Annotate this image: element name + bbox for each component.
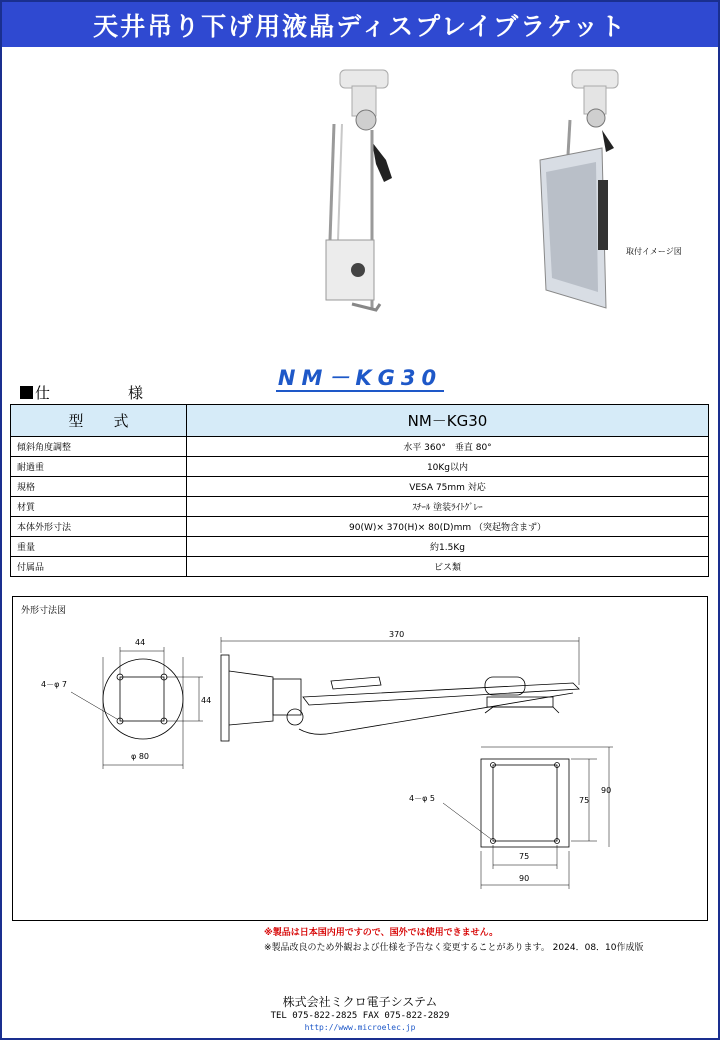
title-banner [2,2,718,47]
company-url-link[interactable]: http://www.microelec.jp [304,1023,416,1032]
square-bullet-icon [20,386,33,399]
drawing-svg [13,597,707,920]
photo-caption: 取付イメージ図 [626,247,682,256]
spec-label: 材質 [11,497,187,517]
spec-value: VESA 75mm 対応 [187,477,709,497]
change-note: ※製品改良のため外観および仕様を予告なく変更することがあります。 2024．08．10作成版 [264,943,644,953]
spec-header-label: 型式 [11,405,187,437]
spec-value: 10Kg以内 [187,457,709,477]
company-name: 株式会社ミクロ電子システム [282,995,438,1009]
dim-75-side: 75 [579,796,590,805]
spec-label: 本体外形寸法 [11,517,187,537]
spec-value: ビス類 [187,557,709,577]
dimension-drawing [12,596,708,921]
notes [264,926,644,956]
table-row [11,457,709,477]
warning-note: ※製品は日本国内用ですので、国外では使用できません。 [264,928,499,938]
dim-44-top: 44 [135,638,146,647]
table-row [11,497,709,517]
spec-header-value: NM－KG30 [187,405,709,437]
spec-label: 規格 [11,477,187,497]
spec-heading-1: 仕 [35,384,51,402]
spec-label: 傾斜角度調整 [11,437,187,457]
dim-hole-4phi5: 4－φ 5 [409,794,435,803]
spec-header-row [11,405,709,437]
dim-75-bottom: 75 [519,852,530,861]
spec-value: ｽﾁｰﾙ 塗装ﾗｲﾄｸﾞﾚｰ [187,497,709,517]
spec-value: 約1.5Kg [187,537,709,557]
spec-value: 水平 360° 垂直 80° [187,437,709,457]
bracket-with-monitor-photo [540,70,618,308]
spec-label: 重量 [11,537,187,557]
table-row [11,517,709,537]
dim-44-side: 44 [201,696,212,705]
model-name-text: NM－KG30 [277,366,443,390]
table-row [11,477,709,497]
spec-label: 耐過重 [11,457,187,477]
company-info [0,994,720,1034]
spec-heading [20,382,143,403]
product-photos [0,60,720,320]
bracket-photo [326,70,392,310]
dim-phi80: φ 80 [131,752,149,761]
arm-side-view [221,637,579,741]
spec-value: 90(W)× 370(H)× 80(D)mm （突起物含まず） [187,517,709,537]
dim-370: 370 [389,630,405,639]
drawing-title: 外形寸法図 [21,606,67,616]
spec-table [10,404,709,577]
spec-heading-2: 様 [128,384,144,402]
vesa-plate-view [443,747,613,889]
dim-90-bottom: 90 [519,874,530,883]
spec-label: 付属品 [11,557,187,577]
table-row [11,537,709,557]
ceiling-plate-view [71,647,203,769]
table-row [11,437,709,457]
page-title: 天井吊り下げ用液晶ディスプレイブラケット [93,11,627,41]
product-photo-svg [0,60,720,320]
dim-hole-4phi7: 4－φ 7 [41,680,67,689]
company-tel: TEL 075-822-2825 FAX 075-822-2829 [270,1011,450,1021]
dim-90-side: 90 [601,786,612,795]
table-row [11,557,709,577]
